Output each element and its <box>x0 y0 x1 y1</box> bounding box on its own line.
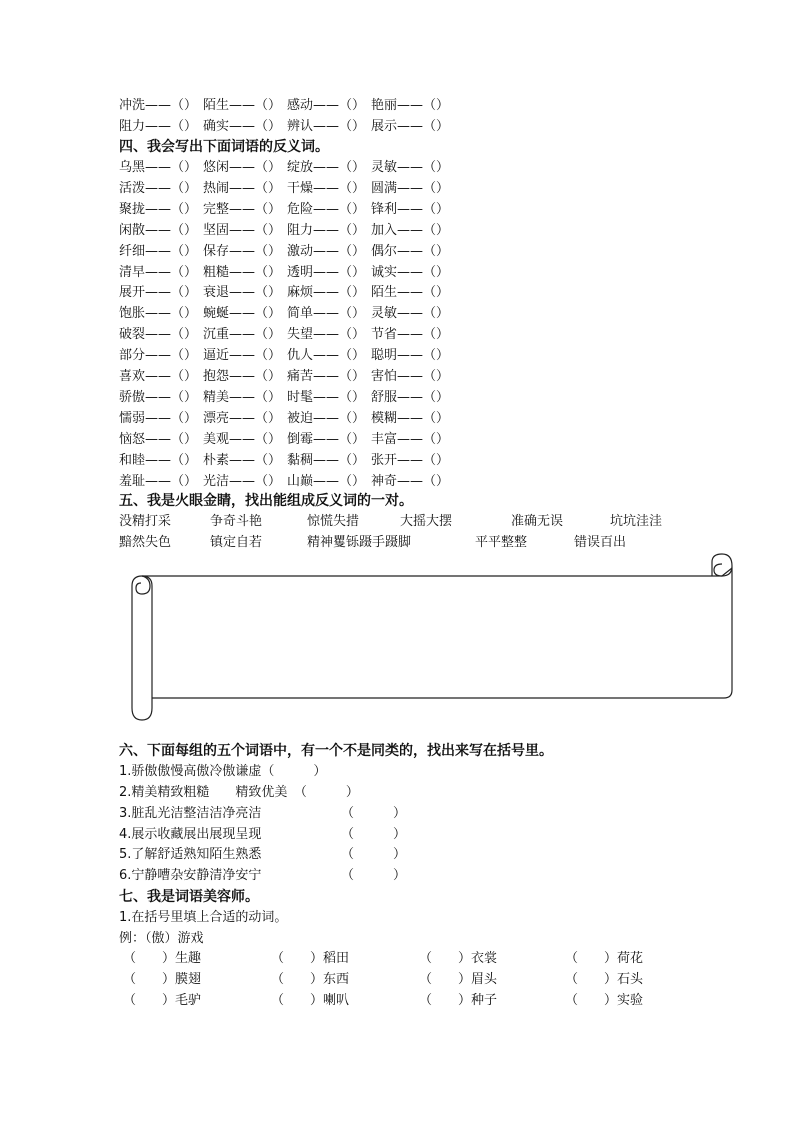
verb-fill-cell[interactable]: （ ）石头 <box>565 972 644 987</box>
antonym-word-cell[interactable]: 干燥——（） <box>287 180 366 196</box>
antonym-word-cell[interactable]: 丰富——（） <box>371 431 450 447</box>
antonym-word-cell[interactable]: 饱胀——（） <box>119 306 198 322</box>
intro-word-cell[interactable]: 感动——（） <box>287 98 366 113</box>
section7-subtitle: 1.在括号里填上合适的动词。 <box>119 910 288 925</box>
antonym-word-cell[interactable]: 圆满——（） <box>371 180 450 196</box>
antonym-word-cell[interactable]: 激动——（） <box>287 243 366 259</box>
section6-item-1: 1.骄傲傲慢高傲冷傲谦虚（ ） <box>119 764 327 779</box>
section6-blank-5[interactable]: （ ） <box>341 847 407 862</box>
antonym-word-cell[interactable]: 简单——（） <box>287 306 366 322</box>
intro-word-cell[interactable]: 冲洗——（） <box>119 98 198 113</box>
idiom-cell[interactable]: 黯然失色 <box>119 535 172 550</box>
verb-fill-cell[interactable]: （ ）实验 <box>565 993 644 1008</box>
antonym-word-cell[interactable]: 展开——（） <box>119 285 198 301</box>
antonym-word-cell[interactable]: 闲散——（） <box>119 222 198 238</box>
idiom-cell[interactable]: 惊慌失措 <box>307 514 360 529</box>
antonym-word-cell[interactable]: 喜欢——（） <box>119 369 198 384</box>
antonym-word-cell[interactable]: 恼怒——（） <box>119 431 198 447</box>
antonym-word-cell[interactable]: 热闹——（） <box>203 180 282 196</box>
intro-word-cell[interactable]: 阻力——（） <box>119 119 198 134</box>
antonym-word-cell[interactable]: 纤细——（） <box>119 243 198 259</box>
verb-fill-cell[interactable]: （ ）东西 <box>271 972 350 987</box>
section6-blank-4[interactable]: （ ） <box>341 827 407 842</box>
antonym-word-cell[interactable]: 灵敏——（） <box>371 160 450 175</box>
antonym-word-cell[interactable]: 舒服——（） <box>371 389 450 405</box>
idiom-cell[interactable]: 精神矍铄蹑手蹑脚 <box>307 535 412 550</box>
antonym-word-cell[interactable]: 美观——（） <box>203 431 282 447</box>
antonym-word-cell[interactable]: 蜿蜒——（） <box>203 306 282 322</box>
antonym-word-cell[interactable]: 阻力——（） <box>287 222 366 238</box>
antonym-word-cell[interactable]: 聪明——（） <box>371 348 450 364</box>
verb-fill-cell[interactable]: （ ）毛驴 <box>123 993 202 1008</box>
idiom-cell[interactable]: 准确无误 <box>511 514 564 529</box>
antonym-word-cell[interactable]: 透明——（） <box>287 264 366 280</box>
section6-blank-6[interactable]: （ ） <box>341 868 407 883</box>
antonym-word-cell[interactable]: 完整——（） <box>203 201 282 217</box>
section6-item-6-text: 6.宁静嘈杂安静清净安宁 <box>119 868 262 883</box>
antonym-word-cell[interactable]: 山巅——（） <box>287 473 366 489</box>
antonym-word-cell[interactable]: 乌黑——（） <box>119 160 198 175</box>
antonym-word-cell[interactable]: 危险——（） <box>287 201 366 217</box>
intro-word-cell[interactable]: 确实——（） <box>203 119 282 134</box>
antonym-word-cell[interactable]: 朴素——（） <box>203 452 282 468</box>
section6-blank-3[interactable]: （ ） <box>341 806 407 821</box>
section4-title: 四、我会写出下面词语的反义词。 <box>119 139 329 155</box>
antonym-word-cell[interactable]: 模糊——（） <box>371 410 450 426</box>
verb-fill-cell[interactable]: （ ）稻田 <box>271 951 350 966</box>
verb-fill-cell[interactable]: （ ）生趣 <box>123 951 202 966</box>
idiom-cell[interactable]: 坑坑洼洼 <box>610 514 663 529</box>
antonym-word-cell[interactable]: 麻烦——（） <box>287 285 366 301</box>
verb-fill-cell[interactable]: （ ）种子 <box>419 993 498 1008</box>
antonym-word-cell[interactable]: 被迫——（） <box>287 410 366 426</box>
antonym-word-cell[interactable]: 羞耻——（） <box>119 473 198 489</box>
antonym-word-cell[interactable]: 陌生——（） <box>371 285 450 301</box>
idiom-cell[interactable]: 大摇大摆 <box>400 514 453 529</box>
verb-fill-cell[interactable]: （ ）荷花 <box>565 951 644 966</box>
verb-fill-cell[interactable]: （ ）眉头 <box>419 972 498 987</box>
antonym-word-cell[interactable]: 精美——（） <box>203 389 282 405</box>
section7-example: 例：（傲）游戏 <box>119 931 204 946</box>
antonym-word-cell[interactable]: 仇人——（） <box>287 348 366 364</box>
idiom-cell[interactable]: 没精打采 <box>119 514 172 529</box>
antonym-word-cell[interactable]: 部分——（） <box>119 348 198 364</box>
antonym-word-cell[interactable]: 时髦——（） <box>287 389 366 405</box>
section6-item-6 <box>119 866 407 886</box>
antonym-word-cell[interactable]: 痛苦——（） <box>287 369 366 384</box>
section6-item-3-text: 3.脏乱光洁整洁洁净亮洁 <box>119 806 262 821</box>
antonym-word-cell[interactable]: 逼近——（） <box>203 348 282 364</box>
antonym-word-cell[interactable]: 神奇——（） <box>371 473 450 489</box>
antonym-word-cell[interactable]: 活泼——（） <box>119 180 198 196</box>
antonym-word-cell[interactable]: 漂亮——（） <box>203 410 282 426</box>
antonym-word-cell[interactable]: 加入——（） <box>371 222 450 238</box>
idiom-cell[interactable]: 错误百出 <box>574 535 627 550</box>
idiom-cell[interactable]: 争奇斗艳 <box>210 514 263 529</box>
antonym-word-cell[interactable]: 坚固——（） <box>203 222 282 238</box>
section6-item-2: 2.精美精致粗糙 精致优美 （ ） <box>119 785 359 800</box>
antonym-word-cell[interactable]: 抱怨——（） <box>203 369 282 384</box>
antonym-word-cell[interactable]: 粗糙——（） <box>203 264 282 280</box>
antonym-word-cell[interactable]: 偶尔——（） <box>371 243 450 259</box>
antonym-word-cell[interactable]: 节省——（） <box>371 327 450 343</box>
antonym-word-cell[interactable]: 和睦——（） <box>119 452 198 468</box>
antonym-word-cell[interactable]: 倒霉——（） <box>287 431 366 447</box>
idiom-cell[interactable]: 平平整整 <box>475 535 528 550</box>
idiom-cell[interactable]: 镇定自若 <box>210 535 263 550</box>
section6-item-5-text: 5.了解舒适熟知陌生熟悉 <box>119 847 262 862</box>
antonym-word-cell[interactable]: 诚实——（） <box>371 264 450 280</box>
section6-title: 六、下面每组的五个词语中，有一个不是同类的，找出来写在括号里。 <box>119 743 553 759</box>
verb-fill-cell[interactable]: （ ）喇叭 <box>271 993 350 1008</box>
antonym-word-cell[interactable]: 沉重——（） <box>203 327 282 343</box>
intro-word-cell[interactable]: 展示——（） <box>371 119 450 134</box>
antonym-word-cell[interactable]: 聚拢——（） <box>119 201 198 217</box>
antonym-word-cell[interactable]: 绽放——（） <box>287 160 366 175</box>
antonym-word-cell[interactable]: 悠闲——（） <box>203 160 282 175</box>
intro-word-cell[interactable]: 辨认——（） <box>287 119 366 134</box>
antonym-word-cell[interactable]: 黏稠——（） <box>287 452 366 468</box>
section6-item-4-text: 4.展示收藏展出展现呈现 <box>119 827 262 842</box>
antonym-word-cell[interactable]: 失望——（） <box>287 327 366 343</box>
section7-title: 七、我是词语美容师。 <box>119 889 259 905</box>
antonym-word-cell[interactable]: 害怕——（） <box>371 369 450 384</box>
section6-item-3 <box>119 804 407 824</box>
antonym-word-cell[interactable]: 衰退——（） <box>203 285 282 301</box>
intro-word-cell[interactable]: 陌生——（） <box>203 98 282 113</box>
antonym-word-cell[interactable]: 光洁——（） <box>203 473 282 489</box>
intro-word-cell[interactable]: 艳丽——（） <box>371 98 450 113</box>
verb-fill-cell[interactable]: （ ）膜翅 <box>123 972 202 987</box>
section6-item-4 <box>119 825 407 845</box>
antonym-word-cell[interactable]: 骄傲——（） <box>119 389 198 405</box>
antonym-word-cell[interactable]: 清早——（） <box>119 264 198 280</box>
antonym-word-cell[interactable]: 灵敏——（） <box>371 306 450 322</box>
section6-item-5 <box>119 845 407 865</box>
antonym-word-cell[interactable]: 破裂——（） <box>119 327 198 343</box>
antonym-word-cell[interactable]: 锋利——（） <box>371 201 450 217</box>
section5-title: 五、我是火眼金睛，找出能组成反义词的一对。 <box>119 493 413 509</box>
antonym-word-cell[interactable]: 保存——（） <box>203 243 282 259</box>
verb-fill-cell[interactable]: （ ）衣裳 <box>419 951 498 966</box>
antonym-word-cell[interactable]: 懦弱——（） <box>119 410 198 426</box>
antonym-word-cell[interactable]: 张开——（） <box>371 452 450 468</box>
